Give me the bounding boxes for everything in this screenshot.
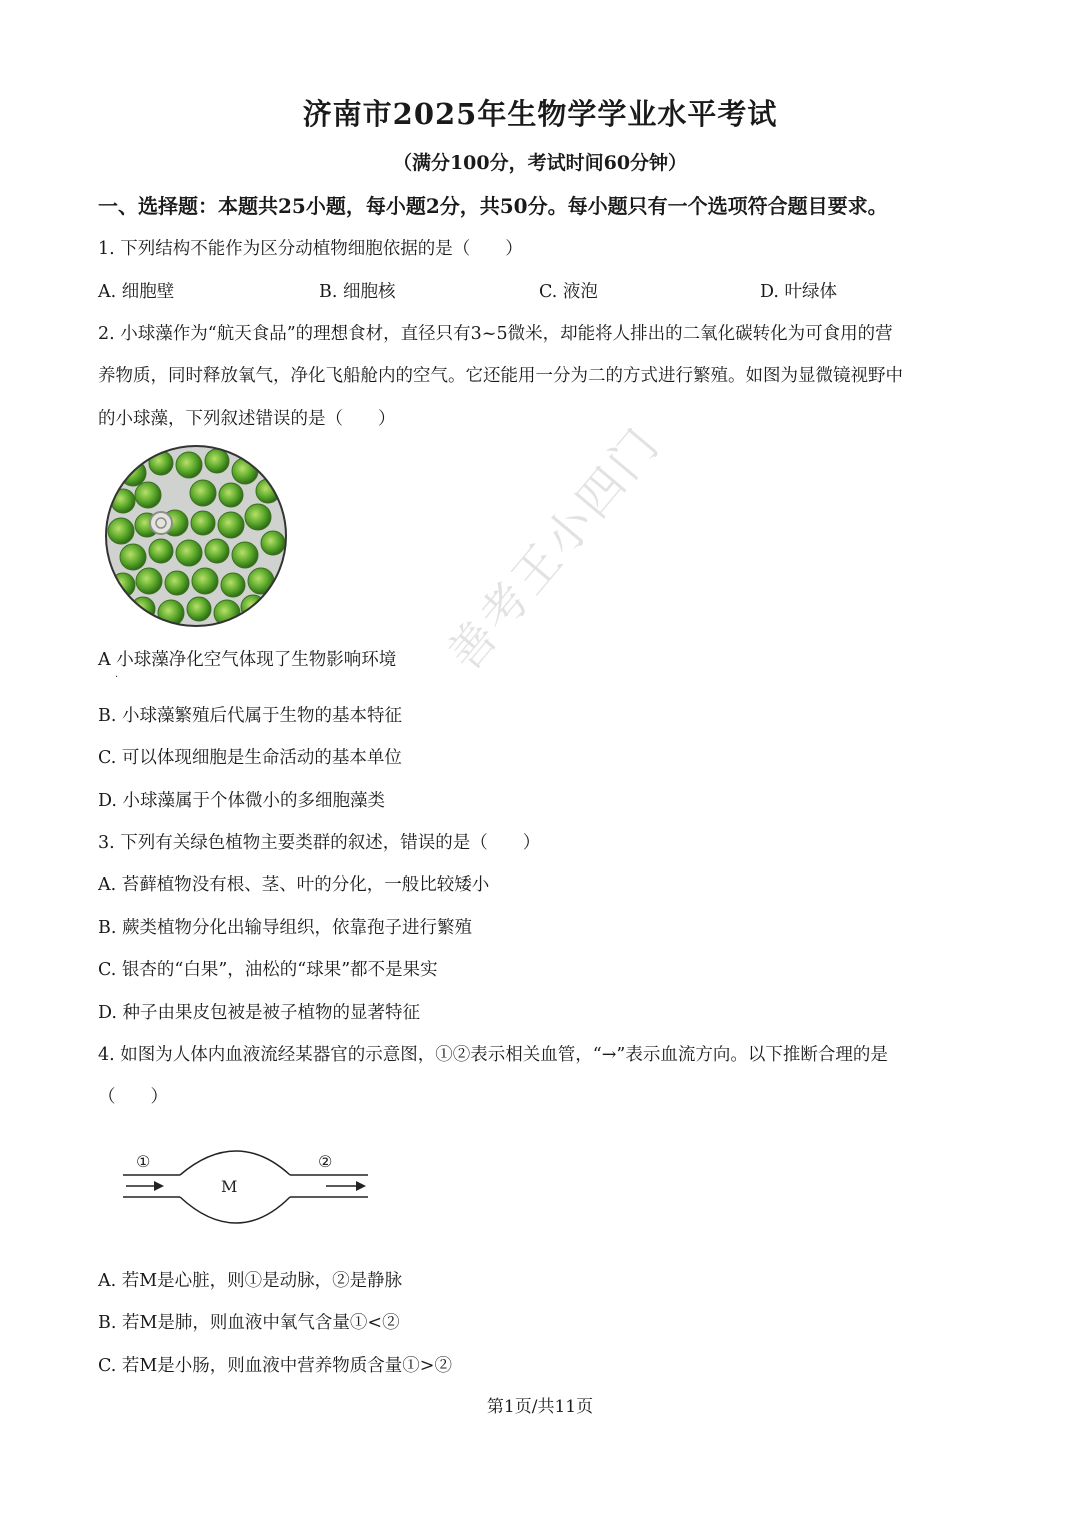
q1-option-d: D. 叶绿体	[760, 282, 838, 302]
q4-stem-line-1: 4. 如图为人体内血液流经某器官的示意图，①②表示相关血管，“→”表示血流方向。以下推断合理的是	[98, 1045, 888, 1065]
page-title: 济南市2025年生物学学业水平考试	[302, 97, 778, 131]
q4-option-a: A. 若M是心脏，则①是动脉，②是静脉	[98, 1271, 403, 1291]
page-footer: 第1页/共11页	[486, 1397, 594, 1417]
stray-dot: ·	[115, 672, 119, 683]
q2-stem-line-2: 养物质，同时释放氧气，净化飞船舱内的空气。它还能用一分为二的方式进行繁殖。如图为显微镜视野中	[98, 366, 903, 386]
q3-option-d: D. 种子由果皮包被是被子植物的显著特征	[98, 1003, 421, 1023]
q2-stem-line-3: 的小球藻，下列叙述错误的是（ ）	[98, 409, 396, 429]
q3-option-b: B. 蕨类植物分化出输导组织，依靠孢子进行繁殖	[98, 918, 472, 938]
q1-option-b: B. 细胞核	[319, 282, 396, 302]
q2-option-a: A 小球藻净化空气体现了生物影响环境	[98, 650, 397, 670]
q2-option-c: C. 可以体现细胞是生命活动的基本单位	[98, 748, 402, 768]
q2-option-b: B. 小球藻繁殖后代属于生物的基本特征	[98, 706, 402, 726]
vessel-label-1: ①	[136, 1152, 151, 1171]
q2-stem-line-1: 2. 小球藻作为“航天食品”的理想食材，直径只有3~5微米，却能将人排出的二氧化碳转化为可食用的营	[98, 324, 893, 344]
q2-option-d: D. 小球藻属于个体微小的多细胞藻类	[98, 791, 386, 811]
q4-option-b: B. 若M是肺，则血液中氧气含量①<②	[98, 1313, 400, 1333]
q3-stem: 3. 下列有关绿色植物主要类群的叙述，错误的是（ ）	[98, 833, 541, 853]
q1-option-c: C. 液泡	[539, 282, 598, 302]
section-heading: 一、选择题：本题共25小题，每小题2分，共50分。每小题只有一个选项符合题目要求。	[98, 194, 888, 218]
q1-stem: 1. 下列结构不能作为区分动植物细胞依据的是（ ）	[98, 239, 523, 259]
q4-stem-line-2: （ ）	[98, 1087, 168, 1107]
exam-info: （满分100分，考试时间60分钟）	[392, 152, 688, 174]
watermark: 善考王小四门	[436, 415, 672, 681]
q1-option-a: A. 细胞壁	[98, 282, 175, 302]
q3-option-c: C. 银杏的“白果”，油松的“球果”都不是果实	[98, 960, 438, 980]
q3-option-a: A. 苔藓植物没有根、茎、叶的分化，一般比较矮小	[98, 875, 490, 895]
organ-label: M	[221, 1177, 238, 1196]
microscope-chlorella-image	[103, 443, 289, 629]
blood-flow-diagram	[118, 1145, 378, 1230]
vessel-label-2: ②	[318, 1152, 333, 1171]
q4-option-c: C. 若M是小肠，则血液中营养物质含量①>②	[98, 1356, 452, 1376]
